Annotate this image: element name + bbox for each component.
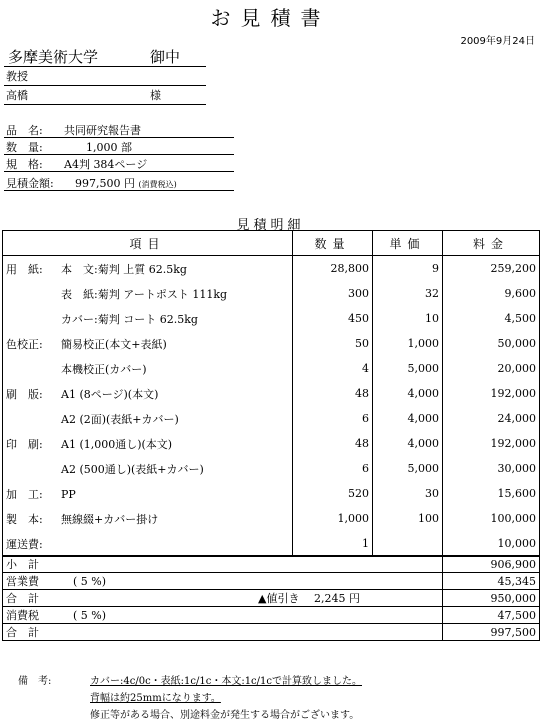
divider — [4, 154, 234, 155]
info-spec — [6, 156, 147, 172]
item-name: カバー:菊判 コート 62.5kg — [61, 312, 198, 326]
divider — [4, 137, 234, 138]
table-row — [3, 431, 540, 456]
category: 色校正: — [6, 337, 43, 351]
item-name: 本 文:菊判 上質 62.5kg — [61, 262, 187, 276]
table-row — [3, 406, 540, 431]
item-name: A1 (8ページ)(本文) — [61, 387, 159, 401]
item-cell — [3, 456, 293, 481]
info-value: 共同研究報告書 — [64, 124, 141, 137]
category: 製 本: — [6, 512, 43, 526]
category: 印 刷: — [6, 437, 43, 451]
item-cell — [3, 431, 293, 456]
subtotal-row — [3, 556, 540, 573]
item-cell — [3, 331, 293, 356]
total-label-cell — [3, 590, 443, 607]
item-name: A1 (1,000通し)(本文) — [61, 437, 173, 451]
details-title: 見積明細 — [236, 218, 305, 233]
item-name: A2 (2面)(表紙+カバー) — [61, 412, 179, 426]
qty-cell: 450 — [293, 306, 373, 331]
table-row — [3, 281, 540, 306]
item-name: 本機校正(カバー) — [61, 362, 147, 376]
issue-date: 2009年9月24日 — [460, 36, 535, 47]
amount-cell: 24,000 — [443, 406, 540, 431]
amount-cell: 192,000 — [443, 431, 540, 456]
client-position: 教授 — [6, 70, 28, 83]
unit-cell: 5,000 — [373, 456, 443, 481]
divider — [4, 104, 206, 105]
divider — [4, 66, 206, 67]
category: 用 紙: — [6, 262, 43, 276]
info-value: 997,500 円 — [64, 177, 135, 190]
qty-cell: 4 — [293, 356, 373, 381]
sales-percent: ( 5 %) — [73, 575, 107, 588]
category: 刷 版: — [6, 387, 43, 401]
info-product — [6, 122, 141, 138]
unit-cell: 32 — [373, 281, 443, 306]
client-honorific: 御中 — [150, 48, 181, 66]
tax-label: 消費税 — [6, 609, 39, 622]
tax-percent: ( 5 %) — [73, 609, 107, 622]
amount-cell: 259,200 — [443, 256, 540, 282]
remark-line: カバー:4c/0c・表紙:1c/1c・本文:1c/1cで計算致しました。 — [90, 676, 362, 687]
info-label: 品 名: — [6, 124, 43, 137]
unit-cell: 5,000 — [373, 356, 443, 381]
sales-row — [3, 573, 540, 590]
info-label: 数 量: — [6, 141, 43, 154]
item-name: PP — [61, 487, 76, 501]
qty-cell: 50 — [293, 331, 373, 356]
sales-label-cell — [3, 573, 443, 590]
item-name: A2 (500通し)(表紙+カバー) — [61, 462, 204, 476]
amount-cell: 20,000 — [443, 356, 540, 381]
unit-cell: 9 — [373, 256, 443, 282]
qty-cell: 6 — [293, 406, 373, 431]
grand-total-value: 997,500 — [443, 624, 540, 641]
info-quantity — [6, 139, 132, 155]
amount-cell: 30,000 — [443, 456, 540, 481]
amount-cell: 10,000 — [443, 531, 540, 557]
amount-cell: 192,000 — [443, 381, 540, 406]
qty-cell: 6 — [293, 456, 373, 481]
divider — [4, 190, 234, 191]
item-cell — [3, 531, 293, 557]
discount-note: ▲値引き 2,245 円 — [258, 592, 360, 605]
table-row — [3, 481, 540, 506]
sales-label: 営業費 — [6, 575, 39, 588]
amount-cell: 15,600 — [443, 481, 540, 506]
item-cell — [3, 481, 293, 506]
total-row — [3, 590, 540, 607]
item-cell — [3, 506, 293, 531]
header-amount: 料金 — [443, 231, 540, 256]
remarks — [18, 672, 362, 721]
item-cell — [3, 281, 293, 306]
category: 運送費: — [6, 537, 43, 551]
table-row — [3, 306, 540, 331]
qty-cell: 1 — [293, 531, 373, 557]
table-row — [3, 331, 540, 356]
info-value: 1,000 部 — [64, 141, 132, 154]
table-row — [3, 381, 540, 406]
unit-cell: 100 — [373, 506, 443, 531]
estimate-table — [2, 230, 540, 557]
header-item: 項目 — [3, 231, 293, 256]
item-cell — [3, 406, 293, 431]
table-row — [3, 356, 540, 381]
item-cell — [3, 381, 293, 406]
header-qty: 数量 — [293, 231, 373, 256]
remarks-label: 備 考: — [18, 676, 52, 687]
total-value: 950,000 — [443, 590, 540, 607]
subtotal-value: 906,900 — [443, 556, 540, 573]
table-header-row — [3, 231, 540, 256]
info-estimate — [6, 175, 177, 191]
unit-cell: 4,000 — [373, 431, 443, 456]
sales-value: 45,345 — [443, 573, 540, 590]
tax-value: 47,500 — [443, 607, 540, 624]
item-cell — [3, 306, 293, 331]
client-person: 高橋 — [6, 89, 28, 102]
qty-cell: 300 — [293, 281, 373, 306]
item-cell — [3, 256, 293, 282]
item-name: 簡易校正(本文+表紙) — [61, 337, 167, 351]
amount-cell: 4,500 — [443, 306, 540, 331]
info-value: A4判 384ページ — [64, 158, 148, 171]
divider — [4, 171, 234, 172]
amount-cell: 9,600 — [443, 281, 540, 306]
unit-cell: 30 — [373, 481, 443, 506]
qty-cell: 520 — [293, 481, 373, 506]
tax-label-cell — [3, 607, 443, 624]
subtotal-label: 小 計 — [3, 556, 443, 573]
unit-cell: 1,000 — [373, 331, 443, 356]
total-label: 合 計 — [6, 592, 39, 605]
table-row — [3, 506, 540, 531]
qty-cell: 28,800 — [293, 256, 373, 282]
table-row — [3, 531, 540, 557]
summary-table — [2, 555, 540, 641]
qty-cell: 48 — [293, 431, 373, 456]
amount-cell: 50,000 — [443, 331, 540, 356]
grand-total-label: 合 計 — [3, 624, 443, 641]
client-name-block — [8, 46, 181, 67]
unit-cell: 4,000 — [373, 381, 443, 406]
item-name: 無線綴+カバー掛け — [61, 512, 159, 526]
category: 加 工: — [6, 487, 43, 501]
unit-cell: 4,000 — [373, 406, 443, 431]
item-cell — [3, 356, 293, 381]
divider — [4, 85, 206, 86]
table-row — [3, 456, 540, 481]
amount-cell: 100,000 — [443, 506, 540, 531]
item-name: 表 紙:菊判 アートポスト 111kg — [61, 287, 228, 301]
info-label: 見積金額: — [6, 177, 54, 190]
header-unit-price: 単価 — [373, 231, 443, 256]
tax-row — [3, 607, 540, 624]
unit-cell: 10 — [373, 306, 443, 331]
client-name: 多摩美術大学 — [8, 48, 99, 66]
remark-line: 背幅は約25mmになります。 — [90, 693, 221, 704]
unit-cell — [373, 531, 443, 557]
document-title: お見積書 — [210, 6, 331, 30]
qty-cell: 48 — [293, 381, 373, 406]
grand-total-row — [3, 624, 540, 641]
qty-cell: 1,000 — [293, 506, 373, 531]
remark-line: 修正等がある場合、別途料金が発生する場合がございます。 — [90, 710, 360, 721]
tax-included-note: (消費税込) — [138, 180, 177, 189]
person-honorific: 様 — [150, 89, 161, 102]
table-row — [3, 256, 540, 282]
info-label: 規 格: — [6, 158, 43, 171]
